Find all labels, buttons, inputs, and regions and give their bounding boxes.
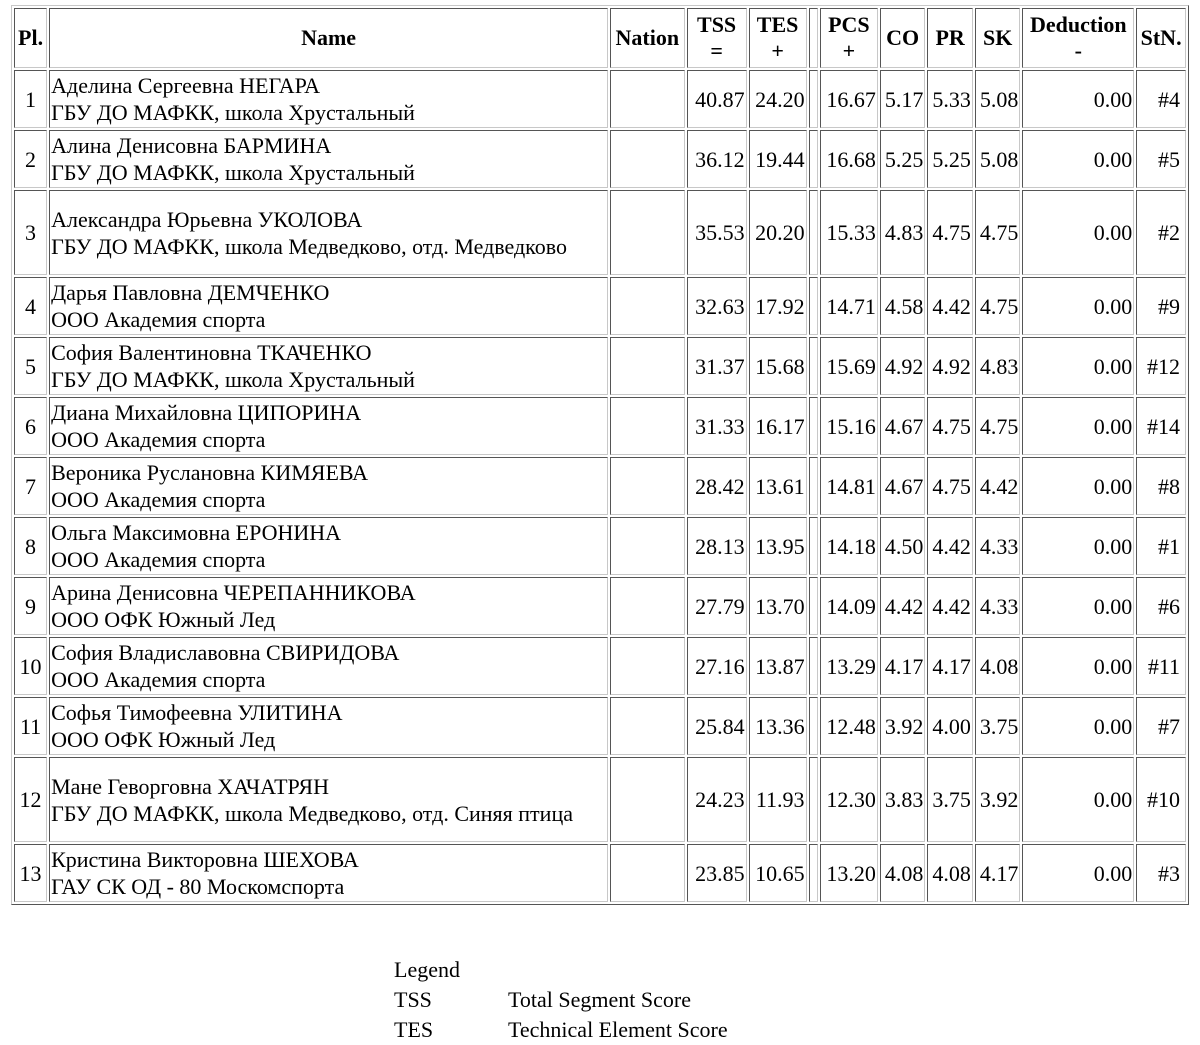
skater-club: ООО Академия спорта bbox=[51, 427, 266, 452]
spacer-cell bbox=[809, 757, 818, 842]
skater-name: Александра Юрьевна УКОЛОВА bbox=[51, 206, 363, 232]
tes-cell: 13.70 bbox=[749, 577, 807, 635]
header-row bbox=[14, 8, 1186, 68]
sk-cell: 3.92 bbox=[975, 757, 1021, 842]
tes-cell: 17.92 bbox=[749, 277, 807, 335]
co-cell: 4.67 bbox=[880, 397, 926, 455]
tss-cell: 25.84 bbox=[687, 697, 747, 755]
deduction-cell: 0.00 bbox=[1022, 70, 1134, 128]
spacer-cell bbox=[809, 337, 818, 395]
pr-cell: 4.00 bbox=[927, 697, 973, 755]
tes-cell: 16.17 bbox=[749, 397, 807, 455]
pcs-cell: 12.48 bbox=[820, 697, 878, 755]
header-pcs bbox=[820, 8, 878, 68]
table-row bbox=[14, 277, 1186, 335]
sk-cell: 4.33 bbox=[975, 577, 1021, 635]
pr-cell: 4.17 bbox=[927, 637, 973, 695]
start-number-cell: #14 bbox=[1136, 397, 1186, 455]
tes-cell: 15.68 bbox=[749, 337, 807, 395]
tes-cell: 10.65 bbox=[749, 844, 807, 902]
table-row bbox=[14, 517, 1186, 575]
tss-cell: 36.12 bbox=[687, 130, 747, 188]
tes-cell: 13.95 bbox=[749, 517, 807, 575]
skater-name: София Валентиновна ТКАЧЕНКО bbox=[51, 340, 372, 365]
deduction-cell: 0.00 bbox=[1022, 457, 1134, 515]
legend-desc: Technical Element Score bbox=[508, 1017, 728, 1042]
spacer-cell bbox=[809, 397, 818, 455]
pcs-cell: 14.18 bbox=[820, 517, 878, 575]
pr-cell: 4.75 bbox=[927, 190, 973, 275]
spacer-cell bbox=[809, 130, 818, 188]
tss-cell: 31.33 bbox=[687, 397, 747, 455]
deduction-cell: 0.00 bbox=[1022, 637, 1134, 695]
nation-cell bbox=[610, 757, 685, 842]
legend-title: Legend bbox=[394, 957, 460, 982]
sk-cell: 4.83 bbox=[975, 337, 1021, 395]
tss-cell: 28.42 bbox=[687, 457, 747, 515]
nation-cell bbox=[610, 844, 685, 902]
header-name: Name bbox=[49, 8, 608, 68]
legend-item bbox=[394, 985, 728, 1015]
skater-club: ГБУ ДО МАФКК, школа Хрустальный bbox=[51, 100, 415, 125]
start-number-cell: #10 bbox=[1136, 757, 1186, 842]
skater-name: София Владиславовна СВИРИДОВА bbox=[51, 640, 400, 665]
start-number-cell: #7 bbox=[1136, 697, 1186, 755]
pcs-cell: 14.71 bbox=[820, 277, 878, 335]
name-cell bbox=[49, 277, 608, 335]
tes-cell: 11.93 bbox=[749, 757, 807, 842]
table-row bbox=[14, 130, 1186, 188]
name-cell bbox=[49, 190, 608, 275]
spacer-cell bbox=[809, 637, 818, 695]
name-cell bbox=[49, 397, 608, 455]
tes-cell: 20.20 bbox=[749, 190, 807, 275]
name-cell bbox=[49, 757, 608, 842]
header-deduction-symbol: - bbox=[1074, 38, 1082, 63]
pcs-cell: 13.29 bbox=[820, 637, 878, 695]
nation-cell bbox=[610, 277, 685, 335]
pcs-cell: 14.09 bbox=[820, 577, 878, 635]
pr-cell: 4.08 bbox=[927, 844, 973, 902]
name-cell bbox=[49, 130, 608, 188]
name-cell bbox=[49, 637, 608, 695]
pcs-cell: 13.20 bbox=[820, 844, 878, 902]
header-pl: Pl. bbox=[14, 8, 47, 68]
sk-cell: 4.75 bbox=[975, 397, 1021, 455]
skater-club: ГБУ ДО МАФКК, школа Медведково, отд. Медведково bbox=[51, 233, 567, 259]
pcs-cell: 16.68 bbox=[820, 130, 878, 188]
sk-cell: 3.75 bbox=[975, 697, 1021, 755]
tss-cell: 27.79 bbox=[687, 577, 747, 635]
name-cell bbox=[49, 457, 608, 515]
tes-cell: 19.44 bbox=[749, 130, 807, 188]
skater-name: Ольга Максимовна ЕРОНИНА bbox=[51, 520, 342, 545]
place-cell: 3 bbox=[14, 190, 47, 275]
table-row bbox=[14, 697, 1186, 755]
header-stn: StN. bbox=[1136, 8, 1186, 68]
nation-cell bbox=[610, 397, 685, 455]
nation-cell bbox=[610, 337, 685, 395]
co-cell: 5.17 bbox=[880, 70, 926, 128]
pr-cell: 4.42 bbox=[927, 577, 973, 635]
results-table bbox=[11, 5, 1189, 905]
tss-cell: 35.53 bbox=[687, 190, 747, 275]
skater-name: Кристина Викторовна ШЕХОВА bbox=[51, 847, 359, 872]
co-cell: 4.58 bbox=[880, 277, 926, 335]
skater-name: Вероника Руслановна КИМЯЕВА bbox=[51, 460, 369, 485]
spacer-cell bbox=[809, 517, 818, 575]
nation-cell bbox=[610, 637, 685, 695]
skater-name: Диана Михайловна ЦИПОРИНА bbox=[51, 400, 362, 425]
table-row bbox=[14, 397, 1186, 455]
skater-club: ООО Академия спорта bbox=[51, 487, 266, 512]
spacer-cell bbox=[809, 844, 818, 902]
skater-club: ООО ОФК Южный Лед bbox=[51, 727, 276, 752]
co-cell: 4.67 bbox=[880, 457, 926, 515]
spacer-cell bbox=[809, 277, 818, 335]
start-number-cell: #4 bbox=[1136, 70, 1186, 128]
spacer-cell bbox=[809, 190, 818, 275]
start-number-cell: #9 bbox=[1136, 277, 1186, 335]
tes-cell: 13.61 bbox=[749, 457, 807, 515]
skater-club: ООО Академия спорта bbox=[51, 307, 266, 332]
nation-cell bbox=[610, 190, 685, 275]
tss-cell: 24.23 bbox=[687, 757, 747, 842]
table-row bbox=[14, 190, 1186, 275]
tss-cell: 32.63 bbox=[687, 277, 747, 335]
deduction-cell: 0.00 bbox=[1022, 130, 1134, 188]
name-cell bbox=[49, 70, 608, 128]
pcs-cell: 14.81 bbox=[820, 457, 878, 515]
co-cell: 4.92 bbox=[880, 337, 926, 395]
start-number-cell: #5 bbox=[1136, 130, 1186, 188]
sk-cell: 4.33 bbox=[975, 517, 1021, 575]
place-cell: 4 bbox=[14, 277, 47, 335]
skater-club: ООО Академия спорта bbox=[51, 547, 266, 572]
spacer-cell bbox=[809, 697, 818, 755]
header-tes bbox=[749, 8, 807, 68]
start-number-cell: #11 bbox=[1136, 637, 1186, 695]
co-cell: 5.25 bbox=[880, 130, 926, 188]
spacer-cell bbox=[809, 70, 818, 128]
tss-cell: 31.37 bbox=[687, 337, 747, 395]
table-row bbox=[14, 757, 1186, 842]
table-row bbox=[14, 70, 1186, 128]
pr-cell: 5.33 bbox=[927, 70, 973, 128]
deduction-cell: 0.00 bbox=[1022, 517, 1134, 575]
header-pcs-label: PCS bbox=[828, 12, 870, 37]
tes-cell: 24.20 bbox=[749, 70, 807, 128]
pcs-cell: 15.33 bbox=[820, 190, 878, 275]
place-cell: 1 bbox=[14, 70, 47, 128]
deduction-cell: 0.00 bbox=[1022, 397, 1134, 455]
header-tes-symbol: + bbox=[771, 38, 784, 63]
co-cell: 4.83 bbox=[880, 190, 926, 275]
skater-club: ООО ОФК Южный Лед bbox=[51, 607, 276, 632]
name-cell bbox=[49, 337, 608, 395]
deduction-cell: 0.00 bbox=[1022, 190, 1134, 275]
header-tss-label: TSS bbox=[697, 12, 737, 37]
header-sk: SK bbox=[975, 8, 1021, 68]
name-cell bbox=[49, 697, 608, 755]
place-cell: 13 bbox=[14, 844, 47, 902]
sk-cell: 4.42 bbox=[975, 457, 1021, 515]
deduction-cell: 0.00 bbox=[1022, 757, 1134, 842]
deduction-cell: 0.00 bbox=[1022, 697, 1134, 755]
legend-item bbox=[394, 1015, 728, 1045]
co-cell: 3.83 bbox=[880, 757, 926, 842]
tss-cell: 40.87 bbox=[687, 70, 747, 128]
skater-name: Аделина Сергеевна НЕГАРА bbox=[51, 73, 320, 98]
header-tes-label: TES bbox=[756, 12, 799, 37]
pr-cell: 4.92 bbox=[927, 337, 973, 395]
co-cell: 4.08 bbox=[880, 844, 926, 902]
nation-cell bbox=[610, 70, 685, 128]
pr-cell: 4.75 bbox=[927, 397, 973, 455]
sk-cell: 4.75 bbox=[975, 277, 1021, 335]
sk-cell: 4.75 bbox=[975, 190, 1021, 275]
table-row bbox=[14, 637, 1186, 695]
tes-cell: 13.36 bbox=[749, 697, 807, 755]
pr-cell: 4.42 bbox=[927, 517, 973, 575]
start-number-cell: #8 bbox=[1136, 457, 1186, 515]
skater-name: Мане Геворговна ХАЧАТРЯН bbox=[51, 773, 329, 799]
nation-cell bbox=[610, 130, 685, 188]
start-number-cell: #6 bbox=[1136, 577, 1186, 635]
header-pr: PR bbox=[927, 8, 973, 68]
table-row bbox=[14, 337, 1186, 395]
nation-cell bbox=[610, 697, 685, 755]
skater-name: Дарья Павловна ДЕМЧЕНКО bbox=[51, 280, 330, 305]
co-cell: 4.42 bbox=[880, 577, 926, 635]
place-cell: 7 bbox=[14, 457, 47, 515]
skater-name: Арина Денисовна ЧЕРЕПАННИКОВА bbox=[51, 580, 416, 605]
skater-club: ГБУ ДО МАФКК, школа Хрустальный bbox=[51, 367, 415, 392]
pr-cell: 4.42 bbox=[927, 277, 973, 335]
table-row bbox=[14, 577, 1186, 635]
header-co: CO bbox=[880, 8, 926, 68]
header-tss-symbol: = bbox=[710, 38, 723, 63]
tss-cell: 27.16 bbox=[687, 637, 747, 695]
header-spacer bbox=[809, 8, 818, 68]
name-cell bbox=[49, 517, 608, 575]
skater-name: Софья Тимофеевна УЛИТИНА bbox=[51, 700, 343, 725]
place-cell: 6 bbox=[14, 397, 47, 455]
tss-cell: 23.85 bbox=[687, 844, 747, 902]
legend bbox=[394, 955, 728, 1045]
place-cell: 11 bbox=[14, 697, 47, 755]
co-cell: 3.92 bbox=[880, 697, 926, 755]
co-cell: 4.17 bbox=[880, 637, 926, 695]
table-row bbox=[14, 844, 1186, 902]
legend-abbr: TSS bbox=[394, 987, 432, 1012]
spacer-cell bbox=[809, 457, 818, 515]
skater-club: ГБУ ДО МАФКК, школа Хрустальный bbox=[51, 160, 415, 185]
place-cell: 10 bbox=[14, 637, 47, 695]
pcs-cell: 15.69 bbox=[820, 337, 878, 395]
place-cell: 8 bbox=[14, 517, 47, 575]
start-number-cell: #1 bbox=[1136, 517, 1186, 575]
header-tss bbox=[687, 8, 747, 68]
sk-cell: 4.17 bbox=[975, 844, 1021, 902]
header-pcs-symbol: + bbox=[842, 38, 856, 63]
pr-cell: 5.25 bbox=[927, 130, 973, 188]
start-number-cell: #2 bbox=[1136, 190, 1186, 275]
place-cell: 2 bbox=[14, 130, 47, 188]
table-row bbox=[14, 457, 1186, 515]
sk-cell: 5.08 bbox=[975, 130, 1021, 188]
pcs-cell: 12.30 bbox=[820, 757, 878, 842]
spacer-cell bbox=[809, 577, 818, 635]
sk-cell: 4.08 bbox=[975, 637, 1021, 695]
nation-cell bbox=[610, 517, 685, 575]
skater-club: ООО Академия спорта bbox=[51, 667, 266, 692]
name-cell bbox=[49, 844, 608, 902]
pcs-cell: 16.67 bbox=[820, 70, 878, 128]
legend-abbr: TES bbox=[394, 1017, 434, 1042]
deduction-cell: 0.00 bbox=[1022, 337, 1134, 395]
skater-club: ГАУ СК ОД - 80 Москомспорта bbox=[51, 874, 345, 899]
nation-cell bbox=[610, 577, 685, 635]
header-deduction-label: Deduction bbox=[1030, 12, 1127, 37]
name-cell bbox=[49, 577, 608, 635]
nation-cell bbox=[610, 457, 685, 515]
tss-cell: 28.13 bbox=[687, 517, 747, 575]
co-cell: 4.50 bbox=[880, 517, 926, 575]
legend-desc: Total Segment Score bbox=[508, 987, 691, 1012]
skater-name: Алина Денисовна БАРМИНА bbox=[51, 133, 332, 158]
header-deduction bbox=[1022, 8, 1134, 68]
place-cell: 12 bbox=[14, 757, 47, 842]
header-nation: Nation bbox=[610, 8, 685, 68]
sk-cell: 5.08 bbox=[975, 70, 1021, 128]
pcs-cell: 15.16 bbox=[820, 397, 878, 455]
start-number-cell: #12 bbox=[1136, 337, 1186, 395]
skater-club: ГБУ ДО МАФКК, школа Медведково, отд. Синяя птица bbox=[51, 800, 573, 826]
place-cell: 9 bbox=[14, 577, 47, 635]
pr-cell: 3.75 bbox=[927, 757, 973, 842]
deduction-cell: 0.00 bbox=[1022, 577, 1134, 635]
results-body bbox=[14, 70, 1186, 902]
deduction-cell: 0.00 bbox=[1022, 844, 1134, 902]
tes-cell: 13.87 bbox=[749, 637, 807, 695]
deduction-cell: 0.00 bbox=[1022, 277, 1134, 335]
pr-cell: 4.75 bbox=[927, 457, 973, 515]
start-number-cell: #3 bbox=[1136, 844, 1186, 902]
place-cell: 5 bbox=[14, 337, 47, 395]
